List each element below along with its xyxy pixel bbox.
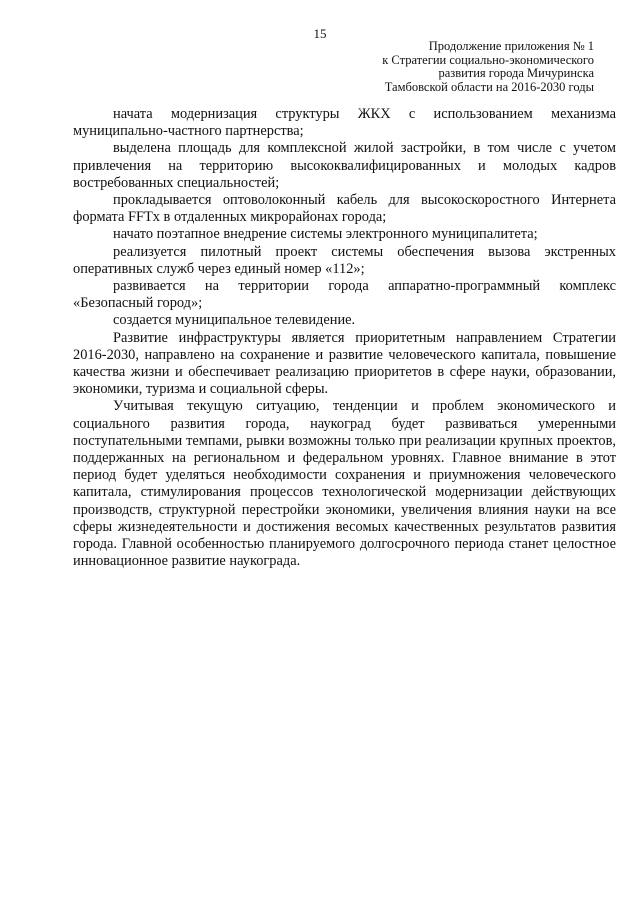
body-paragraph: начато поэтапное внедрение системы электронного муниципалитета; [113, 226, 538, 243]
body-paragraph: Развитие инфраструктуры является приоритетным направлением Стратегии 2016-2030, направлено на сохранение и развитие человеческого капитала, повышение качества жизни и обеспечивает реализацию приоритетов в сфере науки, образовании, экономики, туризма и социальной сферы. [73, 329, 616, 398]
body-paragraph: прокладывается оптоволоконный кабель для высокоскоростного Интернета формата FFTx в отдаленных микрорайонах города; [73, 192, 616, 226]
page-number: 15 [313, 26, 327, 41]
body-paragraph: выделена площадь для комплексной жилой застройки, в том числе с учетом привлечения на территорию высококвалифицированных и молодых кадров востребованных специальностей; [73, 140, 616, 191]
appendix-header-note [294, 40, 594, 94]
body-paragraph: развивается на территории города аппаратно-программный комплекс «Безопасный город»; [73, 278, 616, 312]
header-line: Продолжение приложения № 1 [428, 39, 594, 53]
body-paragraph: создается муниципальное телевидение. [113, 312, 356, 329]
body-paragraph: реализуется пилотный проект системы обеспечения вызова экстренных оперативных служб через единый номер «112»; [73, 243, 616, 277]
body-paragraph: начата модернизация структуры ЖКХ с использованием механизма муниципально-частного партнерства; [73, 106, 616, 140]
document-body [73, 106, 616, 570]
header-line: Тамбовской области на 2016-2030 годы [384, 79, 594, 94]
body-paragraph: Учитывая текущую ситуацию, тенденции и проблем экономического и социального развития города, наукоград будет развиваться умеренными поступательными темпами, рывки возможны только при реализации крупных проектов, поддержанных на региональном и федеральном уровнях. Главное внимание в этот период будет уделяться необходимости сохранения и приумножения человеческого капитала, стимулирования процессов технологической модернизации действующих производств, структурной перестройки экономики, увеличения влияния науки на все сферы жизнедеятельности и достижения весомых качественных результатов развития города. Главной особенностью планируемого долгосрочного периода станет целостное инновационное развитие наукограда. [73, 398, 616, 570]
header-line: развития города Мичуринска [438, 66, 594, 80]
header-line: к Стратегии социально-экономического [382, 52, 594, 67]
